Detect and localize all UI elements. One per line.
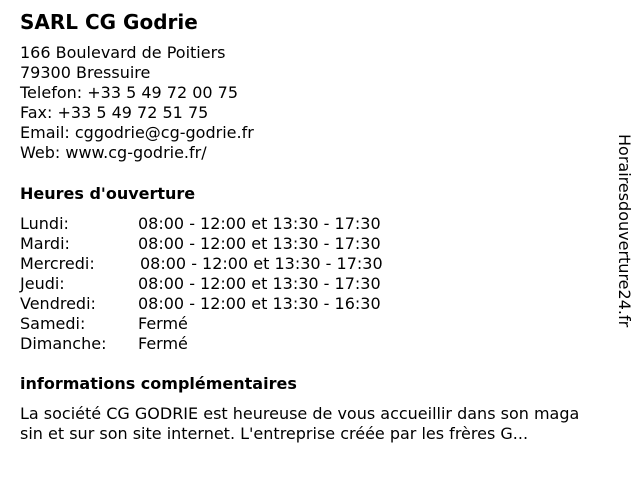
opening-hours-heading: Heures d'ouverture [20, 184, 196, 203]
fax-number: Fax: +33 5 49 72 51 75 [20, 103, 209, 122]
address-street: 166 Boulevard de Poitiers [20, 43, 226, 62]
email-address: Email: cggodrie@cg-godrie.fr [20, 123, 254, 142]
day-label: Dimanche: [20, 334, 107, 353]
day-label: Mercredi: [20, 254, 95, 273]
opening-hours-table [20, 214, 440, 354]
hours-row-thursday [20, 274, 440, 294]
description-text [20, 404, 632, 444]
day-label: Lundi: [20, 214, 69, 233]
day-label: Mardi: [20, 234, 70, 253]
contact-block [20, 43, 254, 163]
phone-number: Telefon: +33 5 49 72 00 75 [20, 83, 239, 102]
hours-row-saturday [20, 314, 440, 334]
day-label: Jeudi: [20, 274, 65, 293]
description-line: sin et sur son site internet. L'entreprise créée par les frères G... [20, 424, 529, 443]
time-value: Fermé [138, 334, 188, 353]
site-watermark: Horairesdouverture24.fr [615, 134, 634, 328]
hours-row-wednesday [20, 254, 440, 274]
day-label: Vendredi: [20, 294, 96, 313]
additional-info-heading: informations complémentaires [20, 374, 297, 393]
website-url: Web: www.cg-godrie.fr/ [20, 143, 207, 162]
time-value: 08:00 - 12:00 et 13:30 - 17:30 [140, 254, 383, 273]
description-line: La société CG GODRIE est heureuse de vous accueillir dans son maga [20, 404, 580, 423]
time-value: 08:00 - 12:00 et 13:30 - 17:30 [138, 274, 381, 293]
hours-row-sunday [20, 334, 440, 354]
business-name: SARL CG Godrie [20, 10, 198, 34]
hours-row-monday [20, 214, 440, 234]
time-value: 08:00 - 12:00 et 13:30 - 16:30 [138, 294, 381, 313]
day-label: Samedi: [20, 314, 86, 333]
hours-row-friday [20, 294, 440, 314]
time-value: 08:00 - 12:00 et 13:30 - 17:30 [138, 214, 381, 233]
time-value: 08:00 - 12:00 et 13:30 - 17:30 [138, 234, 381, 253]
hours-row-tuesday [20, 234, 440, 254]
time-value: Fermé [138, 314, 188, 333]
address-city: 79300 Bressuire [20, 63, 151, 82]
